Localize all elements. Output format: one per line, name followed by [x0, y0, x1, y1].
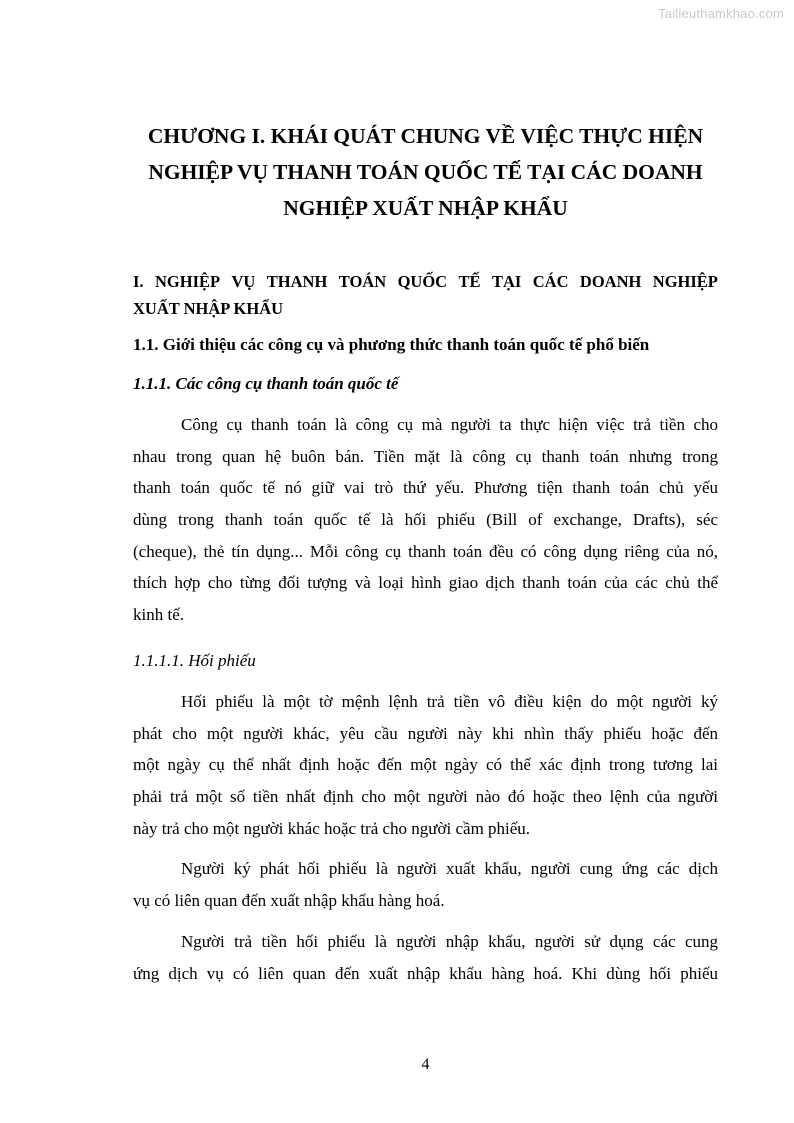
- chapter-title-line: CHƯƠNG I. KHÁI QUÁT CHUNG VỀ VIỆC THỰC HIỆN: [147, 124, 704, 148]
- text-line: phát cho một người khác, yêu cầu người này khi nhìn thấy phiếu hoặc đến: [133, 723, 718, 743]
- heading-word: TẠI: [491, 272, 522, 291]
- text-line: Công cụ thanh toán là công cụ mà người ta thực hiện việc trả tiền cho: [181, 415, 718, 434]
- text-line: nhau trong quan hệ buôn bán. Tiền mặt là công cụ thanh toán nhưng trong: [133, 446, 718, 466]
- text-line: ứng dịch vụ có liên quan đến xuất nhập khẩu hàng hoá. Khi dùng hối phiếu: [133, 963, 718, 983]
- text-line: (cheque), thẻ tín dụng... Mỗi công cụ thanh toán đều có công dụng riêng của nó,: [133, 541, 718, 561]
- text-line: vụ có liên quan đến xuất nhập khẩu hàng hoá.: [133, 890, 445, 910]
- chapter-title-line: NGHIỆP VỤ THANH TOÁN QUỐC TẾ TẠI CÁC DOANH: [148, 160, 703, 184]
- subsubsection-heading: 1.1.1. Các công cụ thanh toán quốc tế: [133, 374, 399, 393]
- heading-word: CÁC: [532, 272, 569, 291]
- heading-word: TẾ: [458, 272, 481, 291]
- text-line: kinh tế.: [133, 605, 184, 625]
- watermark: Tailieuthamkhao.com: [658, 6, 784, 21]
- section-heading: [133, 268, 718, 322]
- section-heading-line: [133, 268, 718, 295]
- text-line: dùng trong thanh toán quốc tế là hối phiếu (Bill of exchange, Drafts), séc: [133, 510, 718, 530]
- paragraph-drawee: [133, 926, 718, 989]
- heading-word: I.: [133, 272, 144, 291]
- text-line: thanh toán quốc tế nó giữ vai trò thứ yếu. Phương tiện thanh toán chủ yếu: [133, 478, 718, 498]
- page-number: 4: [421, 1056, 430, 1073]
- text-line: Người trả tiền hối phiếu là người nhập khẩu, người sử dụng các cung: [181, 932, 718, 951]
- heading-word: NGHIỆP: [154, 272, 221, 291]
- heading-word: QUỐC: [397, 272, 448, 291]
- heading-word: THANH: [266, 272, 328, 291]
- chapter-title-line: NGHIỆP XUẤT NHẬP KHẨU: [283, 196, 568, 220]
- heading-bill-of-exchange: 1.1.1.1. Hối phiếu: [133, 651, 256, 670]
- heading-word: DOANH: [579, 272, 642, 291]
- heading-word: VỤ: [231, 272, 256, 291]
- text-line: Hối phiếu là một tờ mệnh lệnh trả tiền vô điều kiện do một người ký: [181, 692, 718, 711]
- text-line: này trả cho một người khác hoặc trả cho người cầm phiếu.: [133, 818, 531, 838]
- text-line: thích hợp cho từng đối tượng và loại hình giao dịch thanh toán của các chủ thể: [133, 573, 718, 593]
- text-line: Người ký phát hối phiếu là người xuất khẩu, người cung ứng các dịch: [181, 859, 718, 878]
- paragraph-drawer: [133, 853, 718, 916]
- text-line: phải trả một số tiền nhất định cho một người nào đó hoặc theo lệnh của người: [133, 787, 718, 807]
- paragraph-payment-instruments: [133, 409, 718, 631]
- heading-word: NGHIỆP: [652, 272, 718, 291]
- chapter-title: [133, 118, 718, 226]
- subsection-heading: 1.1. Giới thiệu các công cụ và phương thức thanh toán quốc tế phổ biến: [133, 335, 650, 354]
- paragraph-bill-definition: [133, 686, 718, 844]
- text-line: một ngày cụ thể nhất định hoặc đến một ngày có thể xác định trong tương lai: [133, 755, 718, 775]
- heading-word: TOÁN: [338, 272, 387, 291]
- section-heading-line: XUẤT NHẬP KHẨU: [133, 299, 284, 318]
